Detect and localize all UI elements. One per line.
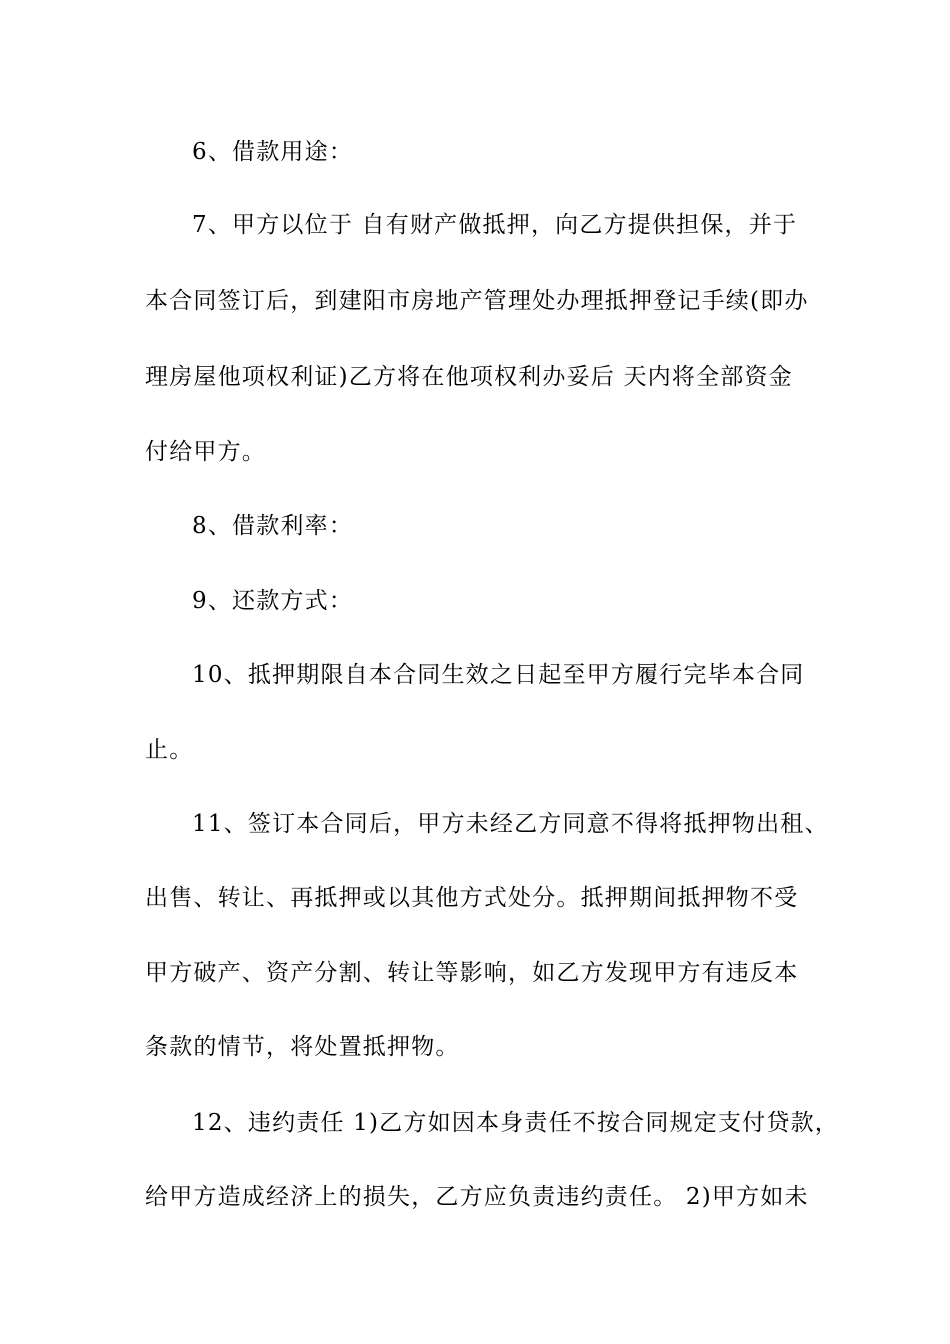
clause-7-line-2: 本合同签订后，到建阳市房地产管理处办理抵押登记手续(即办: [145, 288, 809, 314]
clause-12-line-1: 12、违约责任 1)乙方如因本身责任不按合同规定支付贷款，: [192, 1110, 839, 1136]
clause-9-repayment-method: 9、还款方式：: [192, 588, 354, 614]
clause-12-line-2: 给甲方造成经济上的损失，乙方应负责违约责任。 2)甲方如未: [145, 1184, 809, 1210]
clause-7-line-4: 付给甲方。: [145, 439, 266, 465]
clause-10-line-1: 10、抵押期限自本合同生效之日起至甲方履行完毕本合同: [192, 662, 805, 688]
clause-10-line-2: 止。: [145, 737, 194, 763]
clause-6-loan-purpose: 6、借款用途：: [192, 139, 354, 165]
clause-11-line-4: 条款的情节，将处置抵押物。: [145, 1034, 460, 1060]
clause-11-line-3: 甲方破产、资产分割、转让等影响，如乙方发现甲方有违反本: [145, 960, 799, 986]
clause-7-line-3: 理房屋他项权利证)乙方将在他项权利办妥后 天内将全部资金: [145, 364, 793, 390]
clause-8-interest-rate: 8、借款利率：: [192, 513, 354, 539]
clause-7-line-1: 7、甲方以位于 自有财产做抵押，向乙方提供担保，并于: [192, 212, 798, 238]
clause-11-line-1: 11、签订本合同后，甲方未经乙方同意不得将抵押物出租、: [192, 811, 829, 837]
clause-11-line-2: 出售、转让、再抵押或以其他方式处分。抵押期间抵押物不受: [145, 885, 799, 911]
